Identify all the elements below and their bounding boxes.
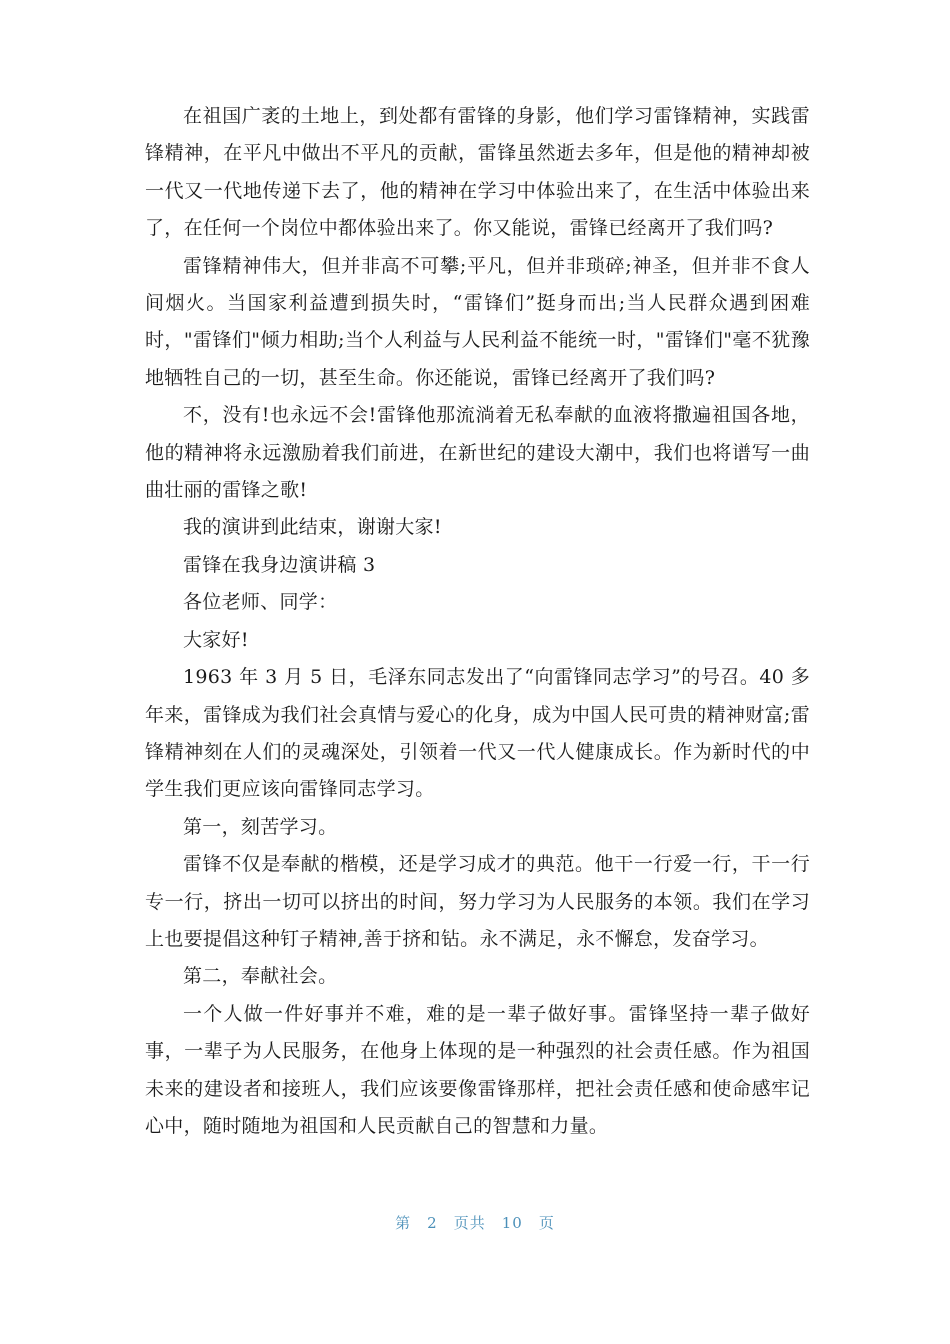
salutation: 各位老师、同学：	[183, 591, 338, 614]
footer-label-pages: 页	[538, 1214, 555, 1232]
footer-label-page: 第	[395, 1214, 412, 1232]
document-body	[145, 98, 810, 1145]
paragraph: 不，没有!也永远不会!雷锋他那流淌着无私奉献的血液将撒遍祖国各地，他的精神将永远激励着我们前进，在新世纪的建设大潮中，我们也将谱写一曲曲壮丽的雷锋之歌!	[145, 404, 810, 502]
footer-total-pages: 10	[501, 1214, 523, 1232]
paragraph: 1963 年 3 月 5 日，毛泽东同志发出了“向雷锋同志学习”的号召。40 多年来，雷锋成为我们社会真情与爱心的化身，成为中国人民可贵的精神财富;雷锋精神刻在人们的灵魂深处，引领着一代又一代人健康成长。作为新时代的中学生我们更应该向雷锋同志学习。	[145, 666, 810, 801]
section-title: 雷锋在我身边演讲稿 3	[183, 553, 376, 576]
footer-current-page: 2	[427, 1214, 438, 1232]
paragraph: 一个人做一件好事并不难，难的是一辈子做好事。雷锋坚持一辈子做好事，一辈子为人民服务，在他身上体现的是一种强烈的社会责任感。作为祖国未来的建设者和接班人，我们应该要像雷锋那样，把社会责任感和使命感牢记心中，随时随地为祖国和人民贡献自己的智慧和力量。	[145, 1002, 810, 1137]
greeting: 大家好!	[183, 628, 249, 651]
paragraph: 雷锋不仅是奉献的楷模，还是学习成才的典范。他干一行爱一行，干一行专一行，挤出一切可以挤出的时间，努力学习为人民服务的本领。我们在学习上也要提倡这种钉子精神,善于挤和钻。永不满足，永不懈怠，发奋学习。	[145, 853, 810, 950]
footer-label-of: 页共	[453, 1214, 486, 1232]
point-heading: 第一，刻苦学习。	[183, 815, 338, 838]
paragraph: 在祖国广袤的土地上，到处都有雷锋的身影，他们学习雷锋精神，实践雷锋精神，在平凡中做出不平凡的贡献，雷锋虽然逝去多年，但是他的精神却被一代又一代地传递下去了，他的精神在学习中体验出来了，在生活中体验出来了，在任何一个岗位中都体验出来了。你又能说，雷锋已经离开了我们吗?	[145, 105, 810, 240]
page-footer	[0, 1212, 950, 1233]
closing-line: 我的演讲到此结束，谢谢大家!	[183, 516, 442, 539]
point-heading: 第二，奉献社会。	[183, 965, 338, 988]
paragraph: 雷锋精神伟大，但并非高不可攀;平凡，但并非琐碎;神圣，但并非不食人间烟火。当国家利益遭到损失时，“雷锋们”挺身而出;当人民群众遇到困难时，"雷锋们"倾力相助;当个人利益与人民利益不能统一时，"雷锋们"毫不犹豫地牺牲自己的一切，甚至生命。你还能说，雷锋已经离开了我们吗?	[145, 254, 810, 389]
